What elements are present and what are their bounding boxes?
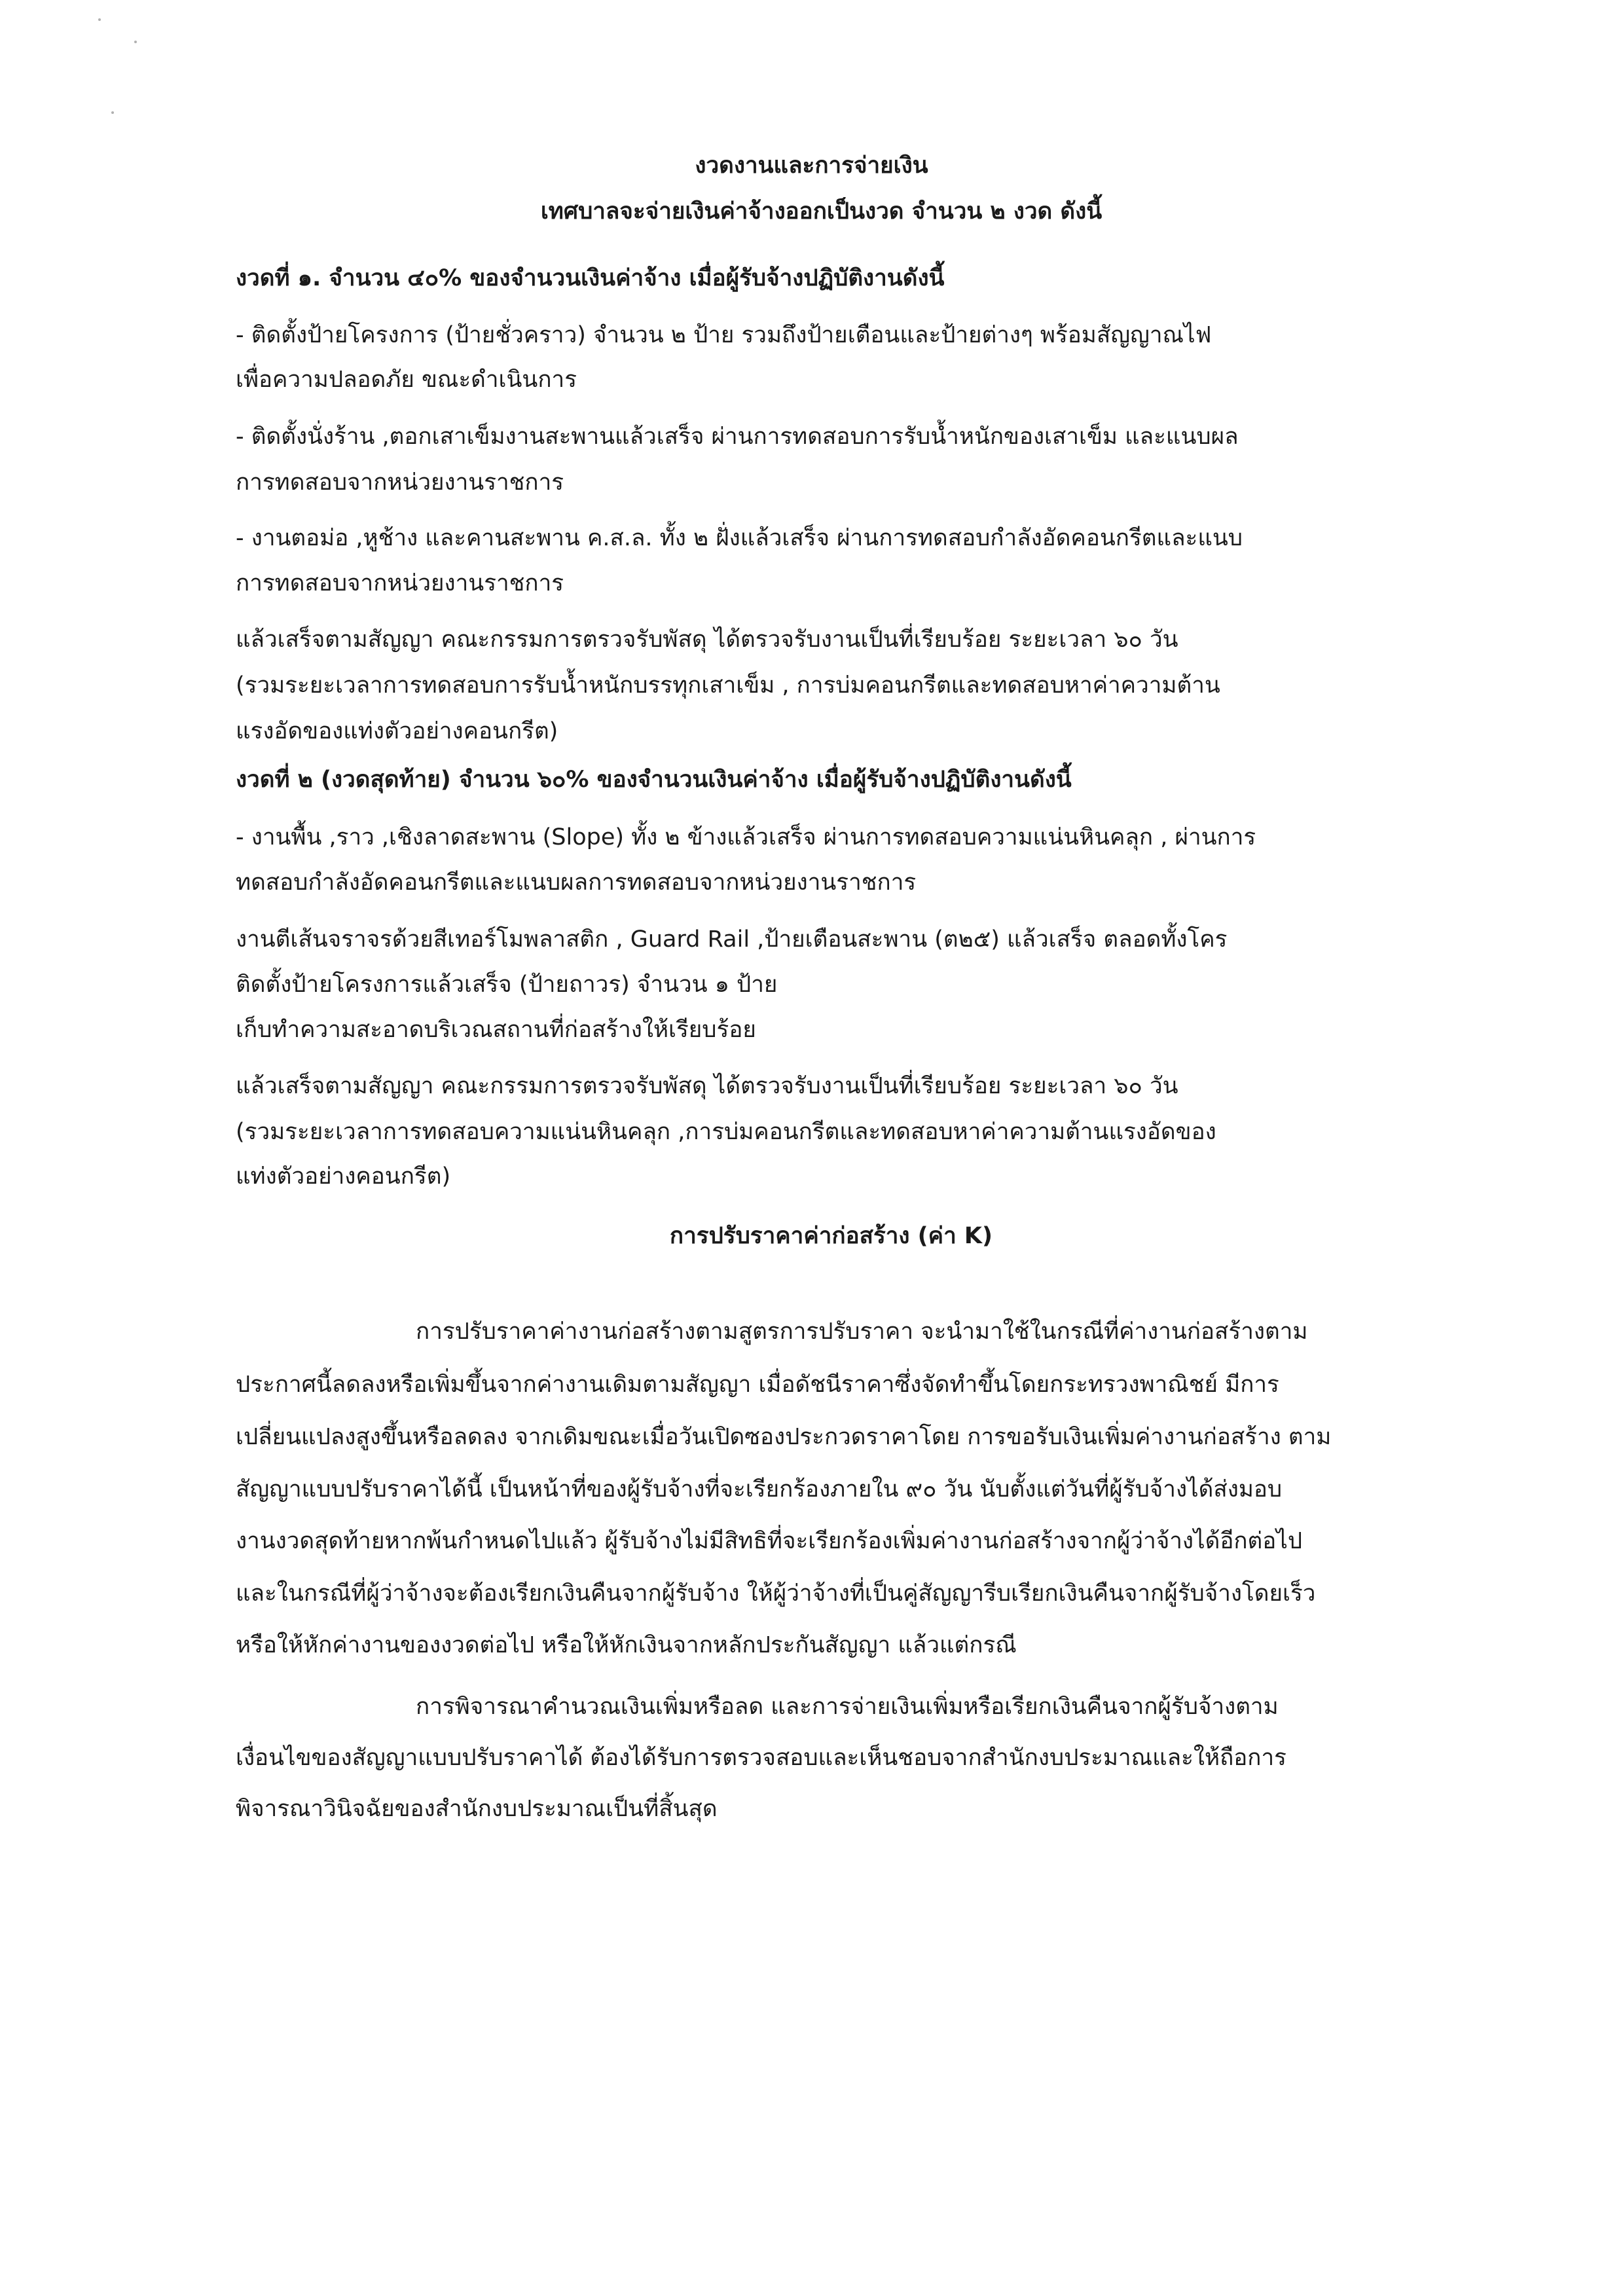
installment-1-line: (รวมระยะเวลาการทดสอบการรับน้ำหนักบรรทุกเสาเข็ม , การบ่มคอนกรีตและทดสอบหาค่าความต้าน [236,672,1220,699]
k-paragraph-1-line: เปลี่ยนแปลงสูงขึ้นหรือลดลง จากเดิมขณะเมื่อวันเปิดซองประกวดราคาโดย การขอรับเงินเพิ่มค่างานก่อสร้าง ตาม [236,1424,1332,1450]
k-paragraph-1-line: และในกรณีที่ผู้ว่าจ้างจะต้องเรียกเงินคืนจากผู้รับจ้าง ให้ผู้ว่าจ้างที่เป็นคู่สัญญารีบเรียกเงินคืนจากผู้รับจ้างโดยเร็ว [236,1580,1316,1607]
k-paragraph-2-line: เงื่อนไขของสัญญาแบบปรับราคาได้ ต้องได้รับการตรวจสอบและเห็นชอบจากสำนักงบประมาณและให้ถือการ [236,1745,1286,1771]
installment-2-line: ทดสอบกำลังอัดคอนกรีตและแนบผลการทดสอบจากหน่วยงานราชการ [236,869,917,896]
k-paragraph-1-line: ประกาศนี้ลดลงหรือเพิ่มขึ้นจากค่างานเดิมตามสัญญา เมื่อดัชนีราคาซึ่งจัดทำขึ้นโดยกระทรวงพาณิชย์ มีการ [236,1372,1279,1398]
installment-1-line: การทดสอบจากหน่วยงานราชการ [236,469,564,496]
installment-2-line: แท่งตัวอย่างคอนกรีต) [236,1163,451,1190]
k-paragraph-1-line: สัญญาแบบปรับราคาได้นี้ เป็นหน้าที่ของผู้รับจ้างที่จะเรียกร้องภายใน ๙๐ วัน นับตั้งแต่วันที่ผู้รับจ้างได้ส่งมอบ [236,1476,1283,1503]
k-section-heading: การปรับราคาค่าก่อสร้าง (ค่า K) [669,1223,993,1249]
document-title: งวดงานและการจ่ายเงิน [695,153,928,179]
installment-2-line: แล้วเสร็จตามสัญญา คณะกรรมการตรวจรับพัสดุ ได้ตรวจรับงานเป็นที่เรียบร้อย ระยะเวลา ๖๐ วัน [236,1073,1178,1099]
installment-2-heading: งวดที่ ๒ (งวดสุดท้าย) จำนวน ๖๐% ของจำนวนเงินค่าจ้าง เมื่อผู้รับจ้างปฏิบัติงานดังนี้ [236,767,1072,793]
k-paragraph-1-line: งานงวดสุดท้ายหากพ้นกำหนดไปแล้ว ผู้รับจ้างไม่มีสิทธิที่จะเรียกร้องเพิ่มค่างานก่อสร้างจากผู้ว่าจ้างได้อีกต่อไป [236,1528,1303,1554]
installment-1-heading: งวดที่ ๑. จำนวน ๔๐% ของจำนวนเงินค่าจ้าง เมื่อผู้รับจ้างปฏิบัติงานดังนี้ [236,265,945,291]
installment-2-line: (รวมระยะเวลาการทดสอบความแน่นหินคลุก ,การบ่มคอนกรีตและทดสอบหาค่าความต้านแรงอัดของ [236,1119,1216,1145]
k-paragraph-1-line: การปรับราคาค่างานก่อสร้างตามสูตรการปรับราคา จะนำมาใช้ในกรณีที่ค่างานก่อสร้างตาม [416,1319,1308,1345]
installment-1-line: - ติดตั้งนั่งร้าน ,ตอกเสาเข็มงานสะพานแล้วเสร็จ ผ่านการทดสอบการรับน้ำหนักของเสาเข็ม และแนบผล [236,424,1239,450]
scan-speck [134,41,137,43]
installment-1-line: การทดสอบจากหน่วยงานราชการ [236,570,564,596]
installment-1-line: แล้วเสร็จตามสัญญา คณะกรรมการตรวจรับพัสดุ ได้ตรวจรับงานเป็นที่เรียบร้อย ระยะเวลา ๖๐ วัน [236,627,1178,653]
installment-2-line: - งานพื้น ,ราว ,เชิงลาดสะพาน (Slope) ทั้ง ๒ ข้างแล้วเสร็จ ผ่านการทดสอบความแน่นหินคลุก , ผ่านการ [236,824,1256,850]
k-paragraph-1-line: หรือให้หักค่างานของงวดต่อไป หรือให้หักเงินจากหลักประกันสัญญา แล้วแต่กรณี [236,1632,1017,1658]
installment-1-line: - ติดตั้งป้ายโครงการ (ป้ายชั่วคราว) จำนวน ๒ ป้าย รวมถึงป้ายเตือนและป้ายต่างๆ พร้อมสัญญาณไฟ [236,322,1212,348]
installment-1-line: แรงอัดของแท่งตัวอย่างคอนกรีต) [236,718,558,744]
k-paragraph-2-line: พิจารณาวินิจฉัยของสำนักงบประมาณเป็นที่สิ้นสุด [236,1796,718,1822]
installment-2-line: งานตีเส้นจราจรด้วยสีเทอร์โมพลาสติก , Guard Rail ,ป้ายเตือนสะพาน (ต๒๕) แล้วเสร็จ ตลอดทั้งโคร [236,926,1228,953]
document-subtitle: เทศบาลจะจ่ายเงินค่าจ้างออกเป็นงวด จำนวน ๒ งวด ดังนี้ [540,198,1103,225]
installment-2-line: เก็บทำความสะอาดบริเวณสถานที่ก่อสร้างให้เรียบร้อย [236,1017,756,1043]
k-paragraph-2-line: การพิจารณาคำนวณเงินเพิ่มหรือลด และการจ่ายเงินเพิ่มหรือเรียกเงินคืนจากผู้รับจ้างตาม [416,1694,1279,1720]
scan-speck [98,18,101,21]
scan-speck [111,111,114,114]
installment-1-line: - งานตอม่อ ,หูช้าง และคานสะพาน ค.ส.ล. ทั้ง ๒ ฝั่งแล้วเสร็จ ผ่านการทดสอบกำลังอัดคอนกรีตและแนบ [236,525,1243,551]
installment-1-line: เพื่อความปลอดภัย ขณะดำเนินการ [236,367,577,393]
installment-2-line: ติดตั้งป้ายโครงการแล้วเสร็จ (ป้ายถาวร) จำนวน ๑ ป้าย [236,972,778,998]
